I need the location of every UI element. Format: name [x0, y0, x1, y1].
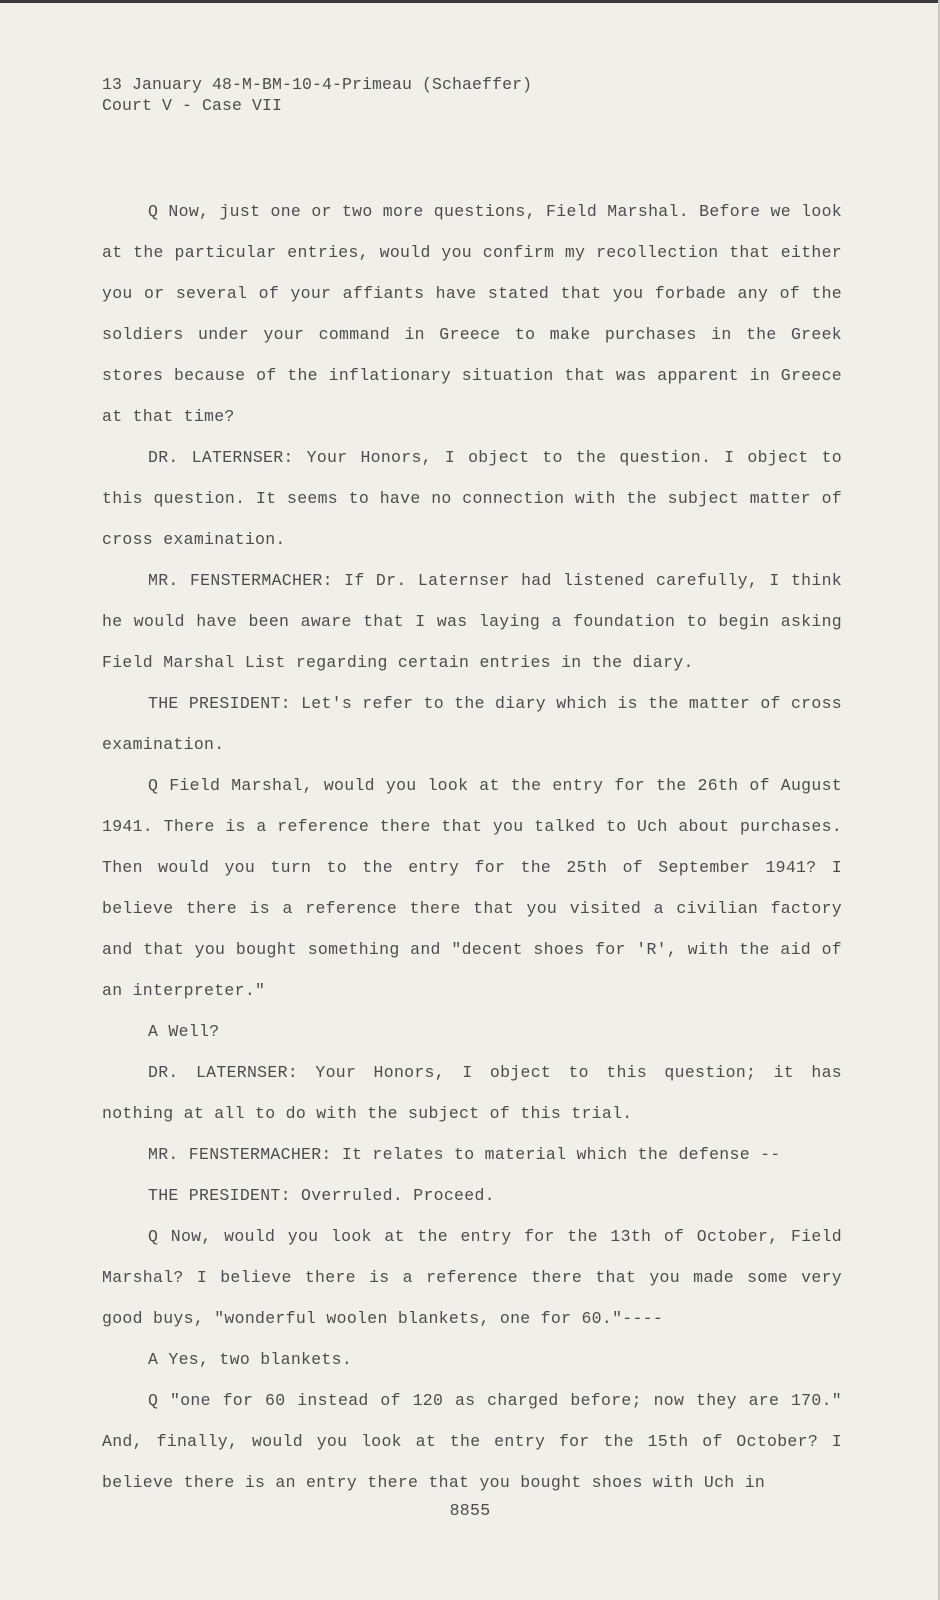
- transcript-body: [102, 191, 842, 1503]
- paragraph-answer-well: A Well?: [148, 1022, 220, 1041]
- paragraph-fenstermacher-reply: MR. FENSTERMACHER: If Dr. Laternser had listened carefully, I think he would have been aware that I was laying a foundation to begin asking Field Marshal List regarding certain entries in the diary.: [102, 571, 842, 672]
- paragraph-laternser-objection: DR. LATERNSER: Your Honors, I object to the question. I object to this question. It seems to have no connection with the subject matter of cross examination.: [102, 448, 842, 549]
- paragraph-answer-blankets: A Yes, two blankets.: [148, 1350, 353, 1369]
- paragraph-question-shoes: Q "one for 60 instead of 120 as charged before; now they are 170." And, finally, would you look at the entry for the 15th of October? I believe there is an entry there that you bought shoes with Uch in: [102, 1391, 842, 1492]
- header-date-line: 13 January 48-M-BM-10-4-Primeau (Schaeffer): [102, 75, 533, 94]
- paragraph-laternser-second-objection: DR. LATERNSER: Your Honors, I object to this question; it has nothing at all to do with the subject of this trial.: [102, 1063, 842, 1123]
- paragraph-question-purchases: Q Now, just one or two more questions, Field Marshal. Before we look at the particular entries, would you confirm my recollection that either you or several of your affiants have stated that you forbade any of the soldiers under your command in Greece to make purchases in the Greek stores because of the inflationary situation that was apparent in Greece at that time?: [102, 202, 842, 426]
- paragraph-question-blankets: Q Now, would you look at the entry for the 13th of October, Field Marshal? I believe there is a reference there that you made some very good buys, "wonderful woolen blankets, one for 60."----: [102, 1227, 842, 1328]
- page-number: 8855: [449, 1501, 491, 1520]
- paragraph-president-ruling: THE PRESIDENT: Let's refer to the diary which is the matter of cross examination.: [102, 694, 842, 754]
- document-header: [102, 74, 532, 116]
- paragraph-president-overruled: THE PRESIDENT: Overruled. Proceed.: [148, 1186, 495, 1205]
- header-court-line: Court V - Case VII: [102, 96, 283, 115]
- paragraph-fenstermacher-material: MR. FENSTERMACHER: It relates to material which the defense --: [148, 1145, 781, 1164]
- paragraph-question-diary-entries: Q Field Marshal, would you look at the entry for the 26th of August 1941. There is a reference there that you talked to Uch about purchases. Then would you turn to the entry for the 25th of September 1941? I believe there is a reference there that you visited a civilian factory and that you bought something and "decent shoes for 'R', with the aid of an interpreter.": [102, 776, 842, 1000]
